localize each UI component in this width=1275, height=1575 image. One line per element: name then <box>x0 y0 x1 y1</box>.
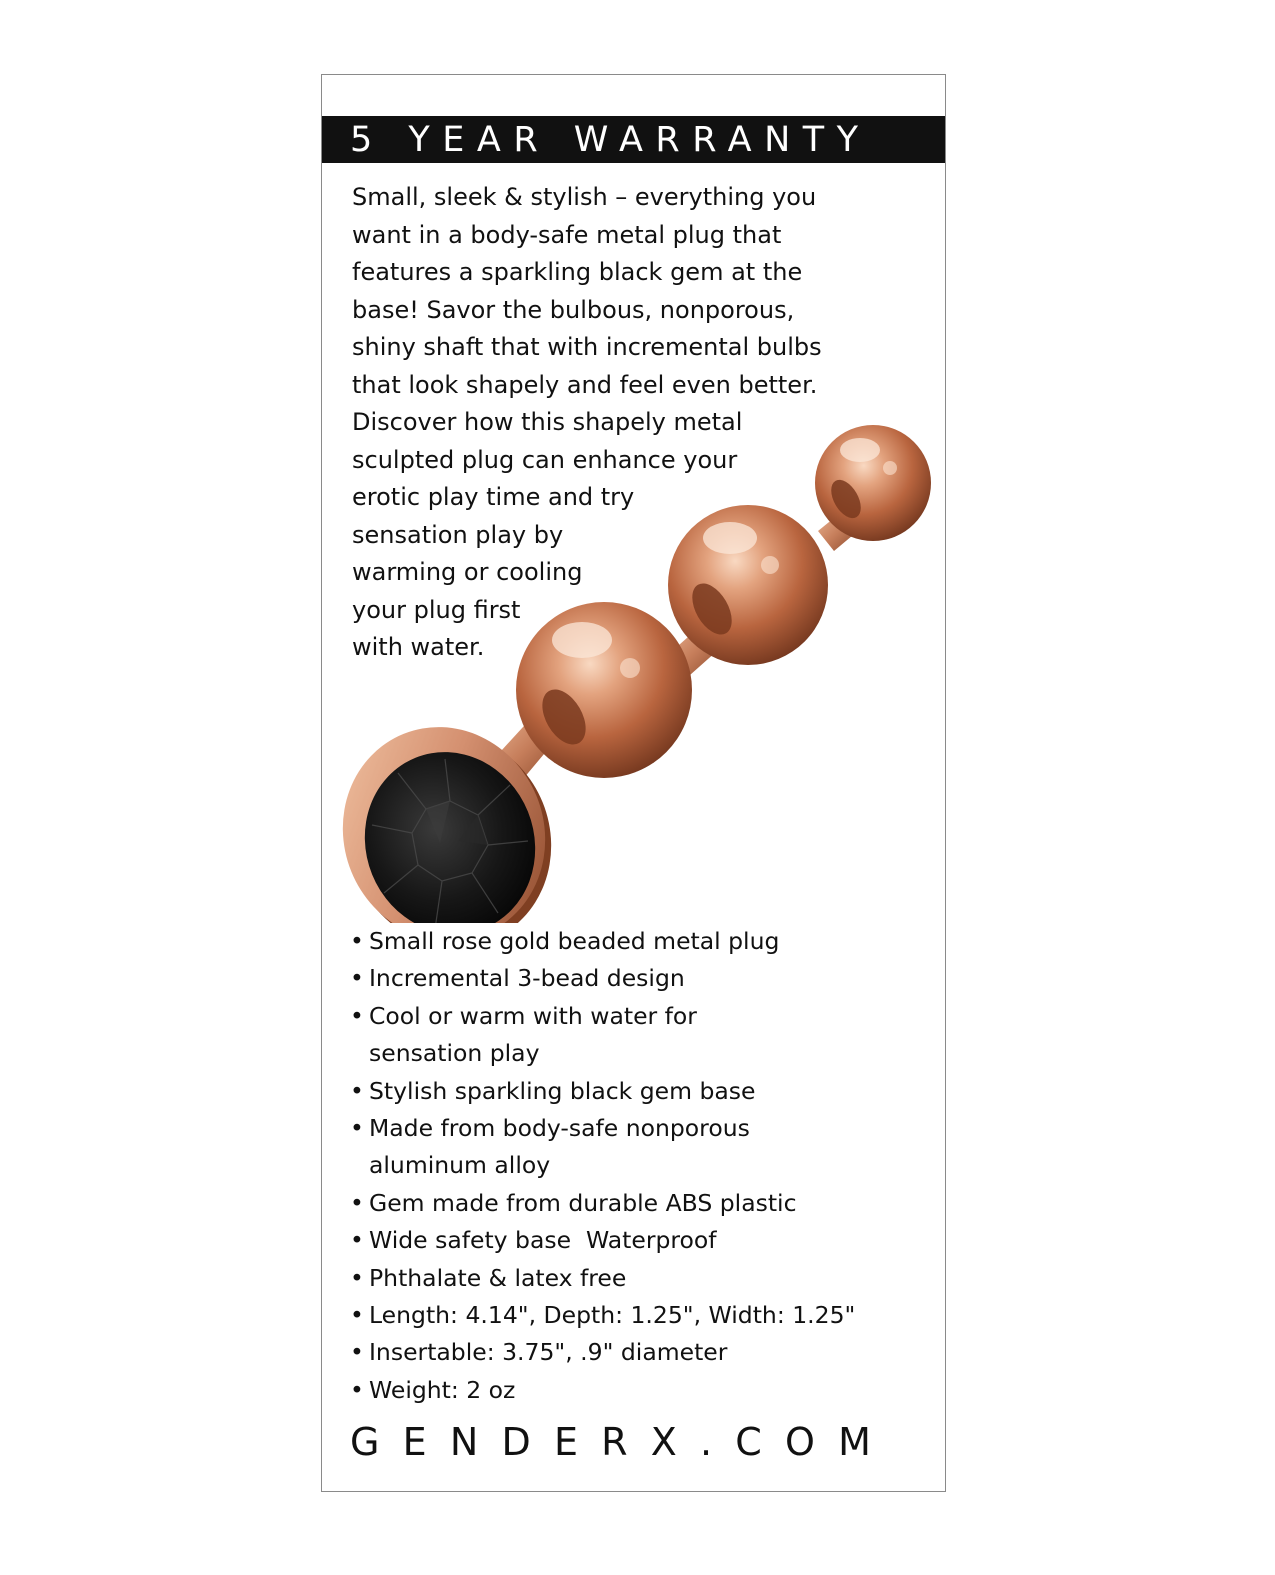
feature-item <box>350 923 855 960</box>
feature-item <box>350 1185 855 1222</box>
feature-text: Insertable: 3.75", .9" diameter <box>369 1338 728 1367</box>
bullet: • <box>350 1114 364 1143</box>
feature-list <box>350 923 855 1409</box>
description-line: sculpted plug can enhance your <box>352 445 738 474</box>
bullet: • <box>350 927 364 955</box>
medium-bead <box>668 505 828 665</box>
bullet: • <box>350 1226 364 1255</box>
feature-text: Incremental 3-bead design <box>369 964 685 993</box>
bullet: • <box>350 964 364 993</box>
description-line: features a sparkling black gem at the <box>352 258 803 286</box>
feature-item <box>350 998 855 1073</box>
description-line: warming or cooling <box>352 558 583 586</box>
description-line: sensation play by <box>352 520 564 549</box>
bullet: • <box>350 1375 364 1404</box>
product-image <box>340 413 945 923</box>
description-line: shiny shaft that with incremental bulbs <box>352 333 822 361</box>
bullet: • <box>350 1301 364 1330</box>
feature-item <box>350 1073 855 1110</box>
feature-text-continued: sensation play <box>369 1039 540 1068</box>
description-line: your plug first <box>352 595 521 624</box>
feature-text: Stylish sparkling black gem base <box>369 1076 756 1105</box>
website-url: GENDERX.COM <box>350 1420 895 1464</box>
feature-item <box>350 1297 855 1334</box>
description-line: erotic play time and try <box>352 483 635 511</box>
bullet: • <box>350 1263 364 1292</box>
feature-text-continued: aluminum alloy <box>369 1151 551 1180</box>
description-line: base! Savor the bulbous, nonporous, <box>352 295 795 324</box>
large-bead <box>516 602 692 778</box>
bullet: • <box>350 1076 364 1105</box>
bullet: • <box>350 1188 364 1217</box>
feature-text: Length: 4.14", Depth: 1.25", Width: 1.25" <box>369 1301 856 1330</box>
description-line: that look shapely and feel even better. <box>352 370 818 399</box>
description-line: with water. <box>352 633 485 661</box>
feature-text: Gem made from durable ABS plastic <box>369 1188 797 1217</box>
feature-text: Made from body-safe nonporous <box>369 1114 750 1143</box>
feature-text: Phthalate & latex free <box>369 1263 627 1292</box>
feature-text: Weight: 2 oz <box>369 1375 516 1404</box>
bullet: • <box>350 1338 364 1367</box>
description-line: Discover how this shapely metal <box>352 408 743 436</box>
warranty-banner <box>322 116 945 163</box>
feature-text: Small rose gold beaded metal plug <box>369 927 780 955</box>
feature-item <box>350 1110 855 1185</box>
feature-text: Cool or warm with water for <box>369 1001 697 1030</box>
feature-item <box>350 1334 855 1371</box>
warranty-title: 5 YEAR WARRANTY <box>350 120 871 160</box>
feature-text: Wide safety base Waterproof <box>369 1226 717 1255</box>
small-bead <box>815 425 931 541</box>
feature-item <box>350 960 855 997</box>
feature-item <box>350 1260 855 1297</box>
feature-item <box>350 1372 855 1409</box>
description-line: Small, sleek & stylish – everything you <box>352 183 817 211</box>
description-line: want in a body-safe metal plug that <box>352 220 782 249</box>
feature-item <box>350 1222 855 1259</box>
bullet: • <box>350 1001 364 1030</box>
warranty-card <box>321 74 946 1492</box>
